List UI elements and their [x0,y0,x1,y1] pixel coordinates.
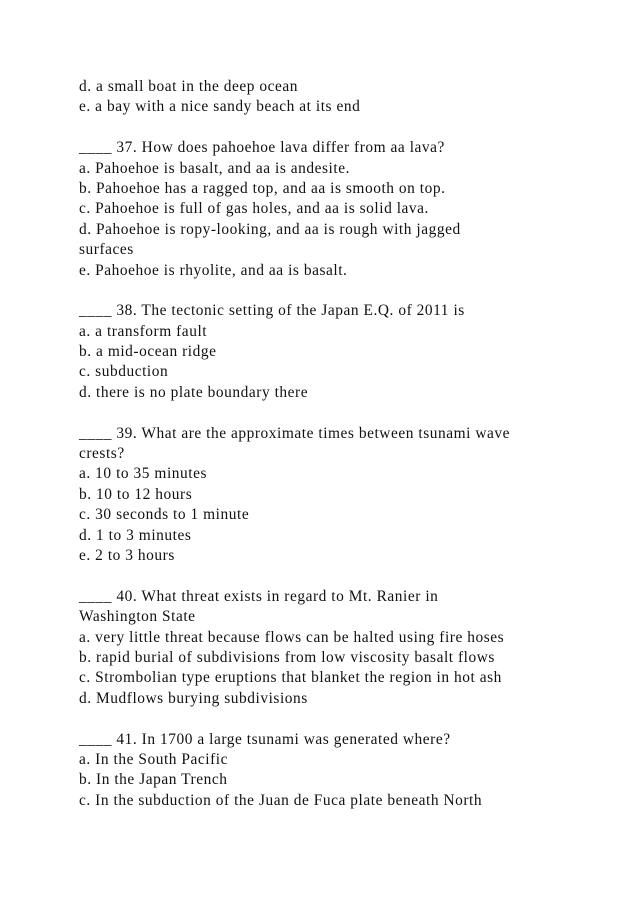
text-line: a. very little threat because flows can be halted using fire hoses [79,628,505,646]
text-line: surfaces [79,241,134,259]
text-line: b. Pahoehoe has a ragged top, and aa is smooth on top. [79,179,446,197]
text-line: b. 10 to 12 hours [79,485,193,503]
text-line: ____ 40. What threat exists in regard to Mt. Ranier in [79,587,439,605]
text-line: b. a mid-ocean ridge [79,343,217,361]
text-line: b. rapid burial of subdivisions from low viscosity basalt flows [79,648,495,666]
text-line: e. a bay with a nice sandy beach at its end [79,98,361,116]
text-line: c. Pahoehoe is full of gas holes, and aa is solid lava. [79,200,429,218]
text-line: b. In the Japan Trench [79,771,228,789]
blank-line [79,566,619,586]
document-text [79,77,619,811]
blank-line [79,709,619,729]
text-line: e. 2 to 3 hours [79,546,175,564]
text-line: c. subduction [79,363,169,381]
text-line: d. Mudflows burying subdivisions [79,689,308,707]
text-line: ____ 38. The tectonic setting of the Japan E.Q. of 2011 is [79,302,465,320]
text-line: d. there is no plate boundary there [79,383,309,401]
text-line: d. 1 to 3 minutes [79,526,192,544]
text-line: ____ 37. How does pahoehoe lava differ from aa lava? [79,139,445,157]
text-line: ____ 41. In 1700 a large tsunami was generated where? [79,730,451,748]
text-line: a. a transform fault [79,322,208,340]
text-line: a. Pahoehoe is basalt, and aa is andesite. [79,159,350,177]
text-line: d. Pahoehoe is ropy-looking, and aa is rough with jagged [79,220,461,238]
text-line: Washington State [79,608,196,626]
text-line: a. In the South Pacific [79,750,228,768]
blank-line [79,118,619,138]
blank-line [79,403,619,423]
text-line: d. a small boat in the deep ocean [79,78,299,95]
text-line: crests? [79,445,125,463]
text-line: e. Pahoehoe is rhyolite, and aa is basalt. [79,261,348,279]
text-line: a. 10 to 35 minutes [79,465,208,483]
text-line: ____ 39. What are the approximate times between tsunami wave [79,424,511,442]
text-line: c. In the subduction of the Juan de Fuca plate beneath North [79,791,483,809]
text-line: c. 30 seconds to 1 minute [79,506,250,524]
text-line: c. Strombolian type eruptions that blanket the region in hot ash [79,669,502,687]
blank-line [79,281,619,301]
